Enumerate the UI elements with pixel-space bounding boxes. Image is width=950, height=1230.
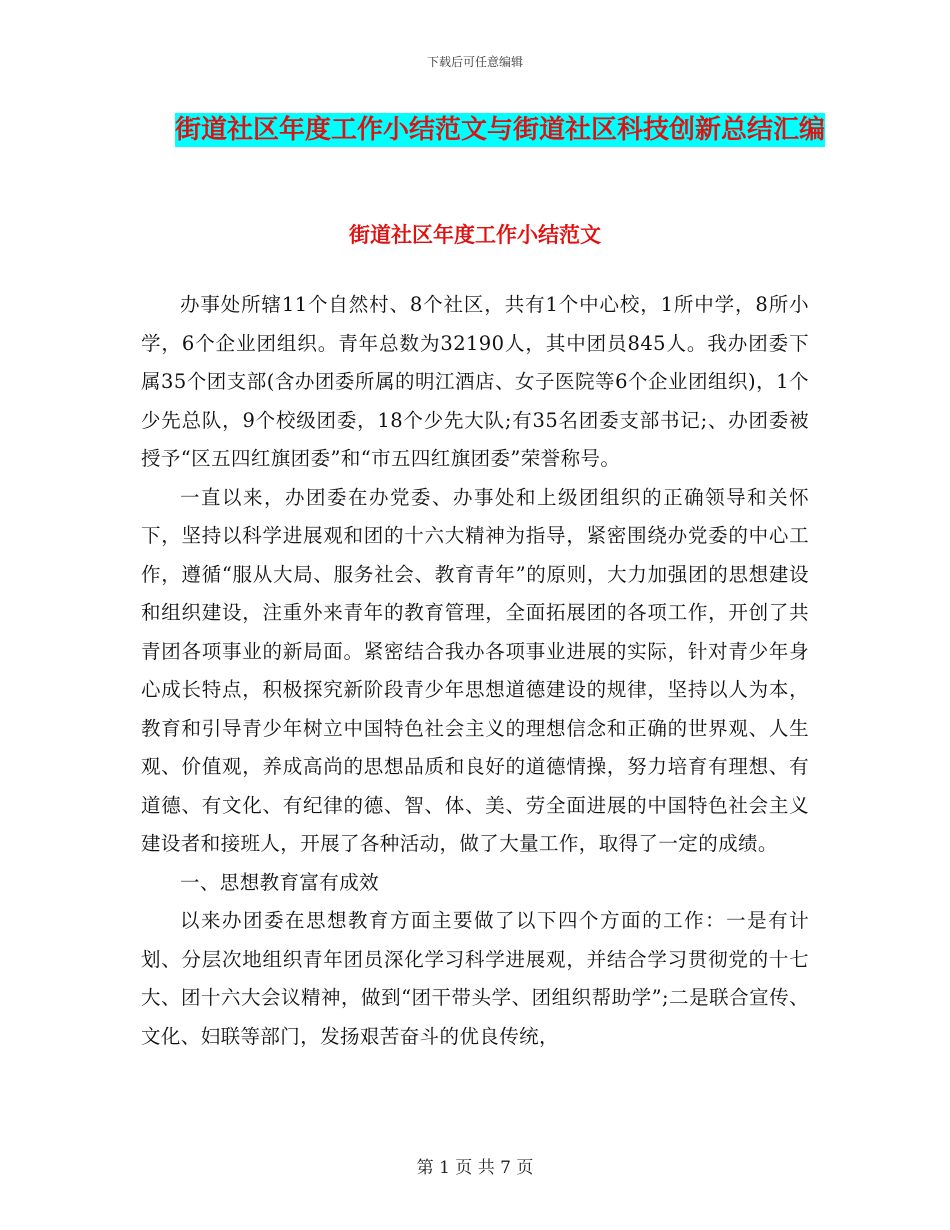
page-number: 第 1 页 共 7 页 <box>416 1158 534 1178</box>
paragraph: 一直以来，办团委在办党委、办事处和上级团组织的正确领导和关怀下，坚持以科学进展观和团的十六大精神为指导，紧密围绕办党委的中心工作，遵循“服从大局、服务社会、教育青年”的原则，大力加强团的思想建设和组织建设，注重外来青年的教育管理，全面拓展团的各项工作，开创了共青团各项事业的新局面。紧密结合我办各项事业进展的实际，针对青少年身心成长特点，积极探究新阶段青少年思想道德建设的规律，坚持以人为本，教育和引导青少年树立中国特色社会主义的理想信念和正确的世界观、人生观、价值观，养成高尚的思想品质和良好的道德情操，努力培育有理想、有道德、有文化、有纪律的德、智、体、美、劳全面进展的中国特色社会主义建设者和接班人，开展了各种活动，做了大量工作，取得了一定的成绩。 <box>141 485 809 855</box>
document-title-text: 街道社区年度工作小结范文与街道社区科技创新总结汇编 <box>174 115 825 145</box>
document-title <box>150 108 850 152</box>
paragraph: 以来办团委在思想教育方面主要做了以下四个方面的工作：一是有计划、分层次地组织青年团员深化学习科学进展观，并结合学习贯彻党的十七大、团十六大会议精神，做到“团干带头学、团组织帮助学”;二是联合宣传、文化、妇联等部门，发扬艰苦奋斗的优良传统， <box>141 909 809 1048</box>
section-heading: 一、思想教育富有成效 <box>180 870 380 894</box>
header-note: 下载后可任意编辑 <box>426 55 523 69</box>
document-body <box>141 286 809 1056</box>
paragraph: 办事处所辖11个自然村、8个社区，共有1个中心校，1所中学，8所小学，6个企业团组织。青年总数为32190人，其中团员845人。我办团委下属35个团支部(含办团委所属的明江酒店、女子医院等6个企业团组织)，1个少先总队，9个校级团委，18个少先大队;有35名团委支部书记;、办团委被授予“区五四红旗团委”和“市五四红旗团委”荣誉称号。 <box>141 293 809 470</box>
section-title: 街道社区年度工作小结范文 <box>349 223 601 247</box>
